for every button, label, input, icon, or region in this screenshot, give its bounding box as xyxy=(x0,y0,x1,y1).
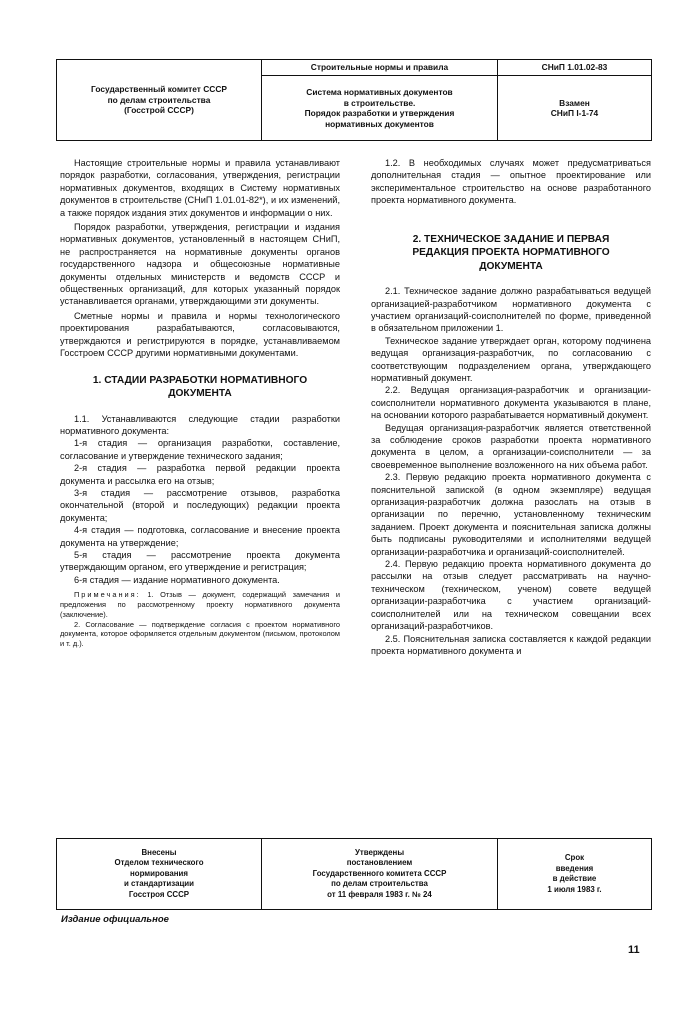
intro-paragraph: Настоящие строительные нормы и правила устанавливают порядок разработки, согласования, утверждения, регистрации нормативных документов, входящих в Систему нормативных документов в строительстве (СНиП 1.01.01-82*), и их изменений, а также порядок издания этих документов и информации о них. xyxy=(60,158,340,218)
term-line: в действие xyxy=(552,874,597,883)
approved-line: от 11 февраля 1983 г. № 24 xyxy=(327,889,432,899)
approved-line: Утверждены xyxy=(354,847,405,857)
header-norms-label: Строительные нормы и правила xyxy=(262,60,498,76)
clause-1-1: 1.1. Устанавливаются следующие стадии разработки нормативного документа: xyxy=(60,413,340,436)
term-line: 1 июля 1983 г. xyxy=(547,884,602,894)
section-heading: 1. СТАДИИ РАЗРАБОТКИ НОРМАТИВНОГО ДОКУМЕНТА xyxy=(92,374,308,399)
clause-2-4: 2.4. Первую редакцию проекта нормативного документа до рассылки на отзыв следует рассматривать на научно-техническом (техническом, ученом) совете ведущей организации-разработчика с участием организаций-соисполнителей или на техническом совещании всех организаций-разработчиков. xyxy=(371,559,651,632)
submitted-line: Госстроя СССР xyxy=(128,889,190,899)
term-line: Срок xyxy=(564,853,585,862)
header-organization xyxy=(57,60,262,140)
page-number: 11 xyxy=(628,944,640,956)
footer-effective-date xyxy=(498,839,651,909)
header-document-title xyxy=(262,76,498,140)
footer-approved xyxy=(262,839,498,909)
left-column xyxy=(60,157,340,649)
approved-line: постановлением xyxy=(346,858,413,868)
submitted-line: нормирования xyxy=(130,868,188,878)
replace-label: Взамен xyxy=(559,97,590,108)
clause-2-1: 2.1. Техническое задание должно разрабатываться ведущей организацией-разработчиком нормативного документа с участием организаций-соисполнителей по форме, приведенной в обязательном приложении 1. xyxy=(371,286,651,334)
right-column xyxy=(371,157,651,657)
stage-item: 6-я стадия — издание нормативного документа. xyxy=(74,574,280,585)
footer-submitted xyxy=(57,839,262,909)
clause-2-2: 2.2. Ведущая организация-разработчик и организации-соисполнители нормативного документа указываются в плане, на основании которого разрабатывается нормативный документ. xyxy=(371,385,651,421)
stage-item: 4-я стадия — подготовка, согласование и внесение проекта документа на утверждение; xyxy=(60,525,340,548)
title-line: в строительстве. xyxy=(343,97,416,108)
stage-item: 5-я стадия — рассмотрение проекта документа утверждающим органом, его утверждение и регистрация; xyxy=(60,549,340,573)
note-1: 1. Отзыв — документ, содержащий замечания и предложения по рассмотренному проекту нормативного документа (заключение). xyxy=(60,590,340,619)
replace-code: СНиП I-1-74 xyxy=(550,108,599,118)
note-2: 2. Согласование — подтверждение согласия с проектом нормативного документа, которое оформляется отдельным документом (письмом, протоколом и т. д.). xyxy=(60,619,340,649)
section-heading: 2. ТЕХНИЧЕСКОЕ ЗАДАНИЕ И ПЕРВАЯ РЕДАКЦИЯ ПРОЕКТА НОРМАТИВНОГО ДОКУМЕНТА xyxy=(412,233,610,272)
header-table xyxy=(56,59,652,141)
clause-2-5: 2.5. Пояснительная записка составляется к каждой редакции проекта нормативного документа и xyxy=(371,633,651,656)
stage-item: 1-я стадия — организация разработки, составление, согласование и утверждение технического задания; xyxy=(60,438,340,461)
header-replaces xyxy=(498,76,651,140)
approved-line: Государственного комитета СССР xyxy=(312,868,447,878)
clause-2-3: 2.3. Первую редакцию проекта нормативного документа с пояснительной запиской (в одном экземпляре) ведущая организация-разработчик должна разослать на отзыв в организации по перечню, установленному техническим заданием. Проект документа и пояснительная записка должны быть подписаны руководителями и исполнителями ведущей организации-разработчика и организаций-соисполнителей. xyxy=(371,472,651,557)
submitted-line: Отделом технического xyxy=(114,858,204,868)
stage-item: 3-я стадия — рассмотрение отзывов, разработка окончательной (второй и последующих) редакции проекта документа; xyxy=(60,487,340,523)
clause-2-2-cont: Ведущая организация-разработчик является ответственной за соблюдение сроков разработки проекта нормативного документа в целом, а организации-соисполнители — за своевременное выполнение возложенного на них объема работ. xyxy=(371,422,651,470)
submitted-line: и стандартизации xyxy=(123,879,195,889)
term-line: введения xyxy=(555,863,594,873)
clause-1-2: 1.2. В необходимых случаях может предусматриваться дополнительная стадия — опытное проектирование или экспериментальное строительство на основе разработанного проекта нормативного документа. xyxy=(371,158,651,206)
title-line: Порядок разработки и утверждения xyxy=(304,108,455,118)
title-line: нормативных документов xyxy=(325,118,434,129)
official-edition-label: Издание официальное xyxy=(61,914,169,925)
header-document-code: СНиП 1.01.02-83 xyxy=(498,60,651,76)
intro-paragraph: Сметные нормы и правила и нормы технологического проектирования разрабатываются, согласовываются, утверждаются и регистрируются в порядке, устанавливаемом Госстроем СССР другими нормативными документами. xyxy=(60,310,340,359)
stage-item: 2-я стадия — разработка первой редакции проекта документа и рассылка его на отзыв; xyxy=(60,463,340,486)
org-line: (Госстрой СССР) xyxy=(124,105,194,116)
intro-paragraph: Порядок разработки, утверждения, регистрации и издания нормативных документов, установленный в настоящем СНиП, не распространяется на нормативные документы органов государственного надзора и общесоюзные нормативные документы отдельных министерств и ведомств СССР и общественных организаций, для которых указанный порядок устанавливается органами, утверждающими эти документы. xyxy=(60,222,340,307)
notes-label: Примечания: xyxy=(74,590,141,600)
footer-table xyxy=(56,838,652,910)
title-line: Система нормативных документов xyxy=(306,87,453,97)
org-line: Государственный комитет СССР xyxy=(91,84,227,95)
notes xyxy=(60,590,340,649)
org-line: по делам строительства xyxy=(107,94,211,105)
approved-line: по делам строительства xyxy=(331,879,428,889)
clause-2-1-cont: Техническое задание утверждает орган, которому подчинена ведущая организация-разработчик, по согласованию с соответствующим подразделением органа, утверждающего нормативный документ. xyxy=(371,335,651,383)
submitted-line: Внесены xyxy=(141,847,177,857)
